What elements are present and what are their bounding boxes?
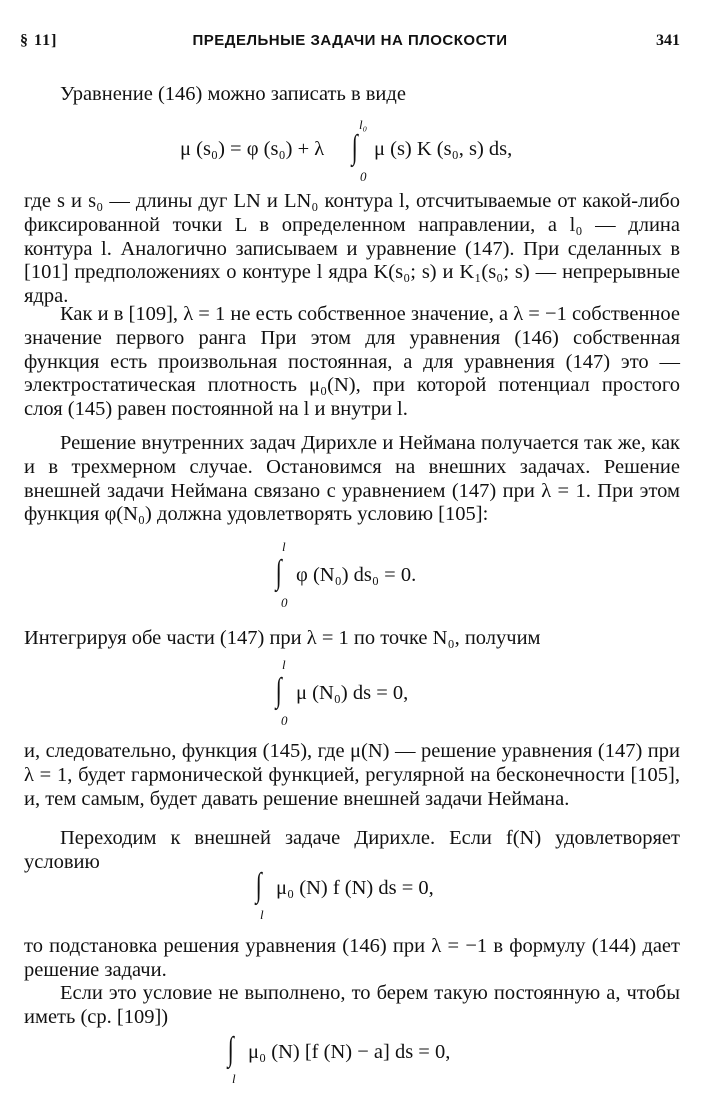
integral-sign: ∫	[255, 867, 262, 904]
equation-1-integrand: μ (s) K (s₀, s) ds,	[374, 138, 513, 160]
paragraph-9: Если это условие не выполнено, то берем такую постоянную a, чтобы иметь (ср. [109])	[24, 982, 680, 1028]
section-number: § 11]	[20, 32, 58, 49]
integral-sign: ∫	[275, 672, 282, 709]
lower-limit: 0	[281, 713, 288, 728]
equation-2-integrand: φ (N₀) ds₀ = 0.	[296, 564, 417, 586]
integral-sign: ∫	[351, 129, 358, 166]
paragraph-4: Решение внутренних задач Дирихле и Неймана получается так же, как и в трехмерном случае. Остановимся на внешних задачах. Решение внешней задачи Неймана связано с уравнением (147) при λ = 1. При этом функция φ(N₀) должна удовлетворять условию [105]:	[24, 432, 680, 526]
equation-5	[228, 1030, 528, 1086]
integral-sign: ∫	[227, 1031, 234, 1068]
equation-3-integrand: μ (N₀) ds = 0,	[296, 682, 409, 704]
lower-limit: 0	[281, 595, 288, 610]
equation-5-integrand: μ₀ (N) [f (N) − a] ds = 0,	[248, 1041, 451, 1063]
equation-1	[180, 118, 540, 184]
page-header	[20, 32, 680, 56]
equation-4-integrand: μ₀ (N) f (N) ds = 0,	[276, 877, 434, 899]
equation-2	[276, 538, 476, 610]
integral-sign: ∫	[275, 554, 282, 591]
paragraph-8: то подстановка решения уравнения (146) при λ = −1 в формулу (144) дает решение задачи.	[24, 935, 680, 981]
upper-limit: l	[282, 539, 286, 554]
paragraph-5: Интегрируя обе части (147) при λ = 1 по точке N₀, получим	[24, 627, 541, 649]
running-title: ПРЕДЕЛЬНЫЕ ЗАДАЧИ НА ПЛОСКОСТИ	[192, 32, 508, 49]
equation-4	[256, 866, 516, 922]
paragraph-3: Как и в [109], λ = 1 не есть собственное значение, а λ = −1 собственное значение первого ранга При этом для уравнения (146) собственная функция есть произвольная постоянная, а для уравнения (147) это — электростатическая плотность μ₀(N), при которой потенциал простого слоя (145) равен постоянной на l и внутри l.	[24, 303, 680, 421]
lower-limit: l	[260, 907, 264, 922]
equation-1-lhs: μ (s₀) = φ (s₀) + λ	[180, 138, 325, 160]
paragraph-2: где s и s₀ — длины дуг LN и LN₀ контура l, отсчитываемые от какой-либо фиксированной точки L в определенном направлении, а l₀ — длина контура l. Аналогично записываем и уравнение (147). При сделанных в [101] предположениях о контуре l ядра K(s₀; s) и K₁(s₀; s) — непрерывные ядра.	[24, 190, 680, 308]
lower-limit: l	[232, 1071, 236, 1086]
page-number: 341	[656, 32, 680, 49]
lower-limit: 0	[360, 169, 367, 184]
upper-limit: l₀	[359, 117, 368, 132]
paragraph-7: Переходим к внешней задаче Дирихле. Если f(N) удовлетворяет условию	[24, 827, 680, 873]
paragraph-6: и, следовательно, функция (145), где μ(N) — решение уравнения (147) при λ = 1, будет гармонической функцией, регулярной на бесконечности [105], и, тем самым, будет давать решение внешней задачи Неймана.	[24, 740, 680, 810]
equation-3	[276, 656, 476, 728]
upper-limit: l	[282, 657, 286, 672]
paragraph-1: Уравнение (146) можно записать в виде	[60, 83, 406, 105]
